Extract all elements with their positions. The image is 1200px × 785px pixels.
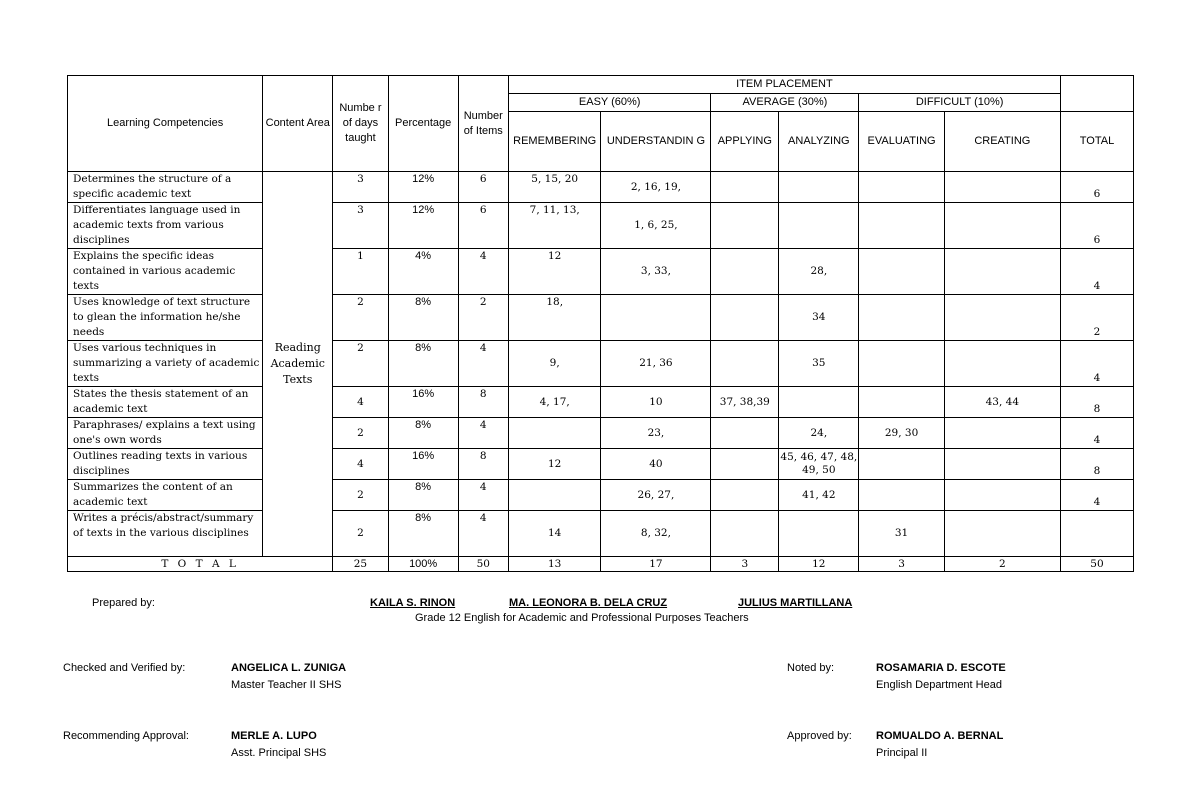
row-total-cell: 6 — [1060, 203, 1133, 249]
creating-cell — [944, 449, 1060, 480]
competency-cell: Paraphrases/ explains a text using one's own words — [68, 418, 263, 449]
creating-cell — [944, 341, 1060, 387]
remembering-cell: 5, 15, 20 — [508, 172, 601, 203]
table-row — [68, 418, 1134, 449]
applying-cell: 37, 38,39 — [711, 387, 779, 418]
applying-cell — [711, 295, 779, 341]
checked-name: ANGELICA L. ZUNIGA — [231, 662, 347, 674]
header-easy: EASY (60%) — [508, 94, 710, 112]
header-remembering: REMEMBERING — [508, 112, 601, 172]
remembering-cell: 12 — [508, 449, 601, 480]
days-cell: 2 — [333, 418, 389, 449]
table-row — [68, 203, 1134, 249]
creating-cell — [944, 172, 1060, 203]
header-learning-competencies: Learning Competencies — [68, 76, 263, 172]
analyzing-cell: 28, — [779, 249, 859, 295]
row-total-cell: 4 — [1060, 480, 1133, 511]
creating-cell — [944, 511, 1060, 557]
remembering-cell: 4, 17, — [508, 387, 601, 418]
days-cell: 3 — [333, 203, 389, 249]
creating-cell — [944, 203, 1060, 249]
percentage-cell: 8% — [388, 418, 458, 449]
totals-items: 50 — [458, 557, 508, 572]
header-evaluating: EVALUATING — [859, 112, 944, 172]
header-number-of-items: Number of Items — [458, 76, 508, 172]
percentage-cell: 8% — [388, 341, 458, 387]
understanding-cell: 1, 6, 25, — [601, 203, 711, 249]
totals-percentage: 100% — [388, 557, 458, 572]
percentage-cell: 12% — [388, 172, 458, 203]
evaluating-cell — [859, 480, 944, 511]
preparer-name-3: JULIUS MARTILLANA — [738, 597, 853, 609]
understanding-cell: 2, 16, 19, — [601, 172, 711, 203]
applying-cell — [711, 249, 779, 295]
competency-cell: Uses knowledge of text structure to glean the information he/she needs — [68, 295, 263, 341]
competency-cell: Explains the specific ideas contained in various academic texts — [68, 249, 263, 295]
approved-role: Principal II — [876, 747, 928, 759]
items-cell: 4 — [458, 341, 508, 387]
applying-cell — [711, 341, 779, 387]
analyzing-cell: 24, — [779, 418, 859, 449]
items-cell: 6 — [458, 172, 508, 203]
competency-cell: Summarizes the content of an academic text — [68, 480, 263, 511]
understanding-cell: 21, 36 — [601, 341, 711, 387]
analyzing-cell: 45, 46, 47, 48, 49, 50 — [779, 449, 859, 480]
competency-cell: States the thesis statement of an academic text — [68, 387, 263, 418]
analyzing-cell: 35 — [779, 341, 859, 387]
applying-cell — [711, 418, 779, 449]
totals-analyzing: 12 — [779, 557, 859, 572]
row-total-cell: 2 — [1060, 295, 1133, 341]
header-content-area: Content Area — [263, 76, 333, 172]
understanding-cell: 23, — [601, 418, 711, 449]
table-row — [68, 449, 1134, 480]
percentage-cell: 4% — [388, 249, 458, 295]
analyzing-cell — [779, 172, 859, 203]
remembering-cell: 12 — [508, 249, 601, 295]
days-cell: 3 — [333, 172, 389, 203]
header-average: AVERAGE (30%) — [711, 94, 859, 112]
preparer-name-2: MA. LEONORA B. DELA CRUZ — [509, 597, 668, 609]
table-row — [68, 387, 1134, 418]
totals-evaluating: 3 — [859, 557, 944, 572]
noted-by-label: Noted by: — [787, 662, 835, 674]
creating-cell — [944, 418, 1060, 449]
days-cell: 2 — [333, 295, 389, 341]
applying-cell — [711, 172, 779, 203]
evaluating-cell — [859, 449, 944, 480]
days-cell: 2 — [333, 511, 389, 557]
header-total: TOTAL — [1060, 112, 1133, 172]
days-cell: 2 — [333, 480, 389, 511]
evaluating-cell: 31 — [859, 511, 944, 557]
items-cell: 4 — [458, 418, 508, 449]
items-cell: 4 — [458, 249, 508, 295]
days-cell: 2 — [333, 341, 389, 387]
row-total-cell: 4 — [1060, 341, 1133, 387]
percentage-cell: 8% — [388, 511, 458, 557]
understanding-cell: 40 — [601, 449, 711, 480]
understanding-cell: 3, 33, — [601, 249, 711, 295]
approved-by-label: Approved by: — [787, 730, 852, 742]
competency-cell: Differentiates language used in academic texts from various disciplines — [68, 203, 263, 249]
remembering-cell: 7, 11, 13, — [508, 203, 601, 249]
competency-cell: Outlines reading texts in various disciplines — [68, 449, 263, 480]
noted-name: ROSAMARIA D. ESCOTE — [876, 662, 1006, 674]
table-row — [68, 511, 1134, 557]
items-cell: 8 — [458, 387, 508, 418]
remembering-cell: 9, — [508, 341, 601, 387]
items-cell: 4 — [458, 511, 508, 557]
evaluating-cell: 29, 30 — [859, 418, 944, 449]
applying-cell — [711, 449, 779, 480]
percentage-cell: 16% — [388, 449, 458, 480]
preparer-name-1: KAILA S. RINON — [370, 597, 456, 609]
header-understanding: UNDERSTANDIN G — [601, 112, 711, 172]
checked-verified-label: Checked and Verified by: — [63, 662, 186, 674]
header-item-placement: ITEM PLACEMENT — [508, 76, 1060, 94]
checked-role: Master Teacher II SHS — [231, 679, 342, 691]
table-row — [68, 480, 1134, 511]
analyzing-cell — [779, 203, 859, 249]
understanding-cell: 8, 32, — [601, 511, 711, 557]
header-difficult: DIFFICULT (10%) — [859, 94, 1061, 112]
days-cell: 4 — [333, 449, 389, 480]
competency-cell: Determines the structure of a specific academic text — [68, 172, 263, 203]
noted-role: English Department Head — [876, 679, 1002, 691]
content-area-text: Reading Academic Texts — [270, 341, 325, 386]
analyzing-cell — [779, 387, 859, 418]
row-total-cell: 4 — [1060, 418, 1133, 449]
totals-label: T O T A L — [68, 557, 333, 572]
totals-total: 50 — [1060, 557, 1133, 572]
analyzing-cell: 41, 42 — [779, 480, 859, 511]
evaluating-cell — [859, 249, 944, 295]
table-row — [68, 249, 1134, 295]
content-area-cell — [263, 172, 333, 557]
understanding-cell: 26, 27, — [601, 480, 711, 511]
header-percentage: Percentage — [388, 76, 458, 172]
evaluating-cell — [859, 203, 944, 249]
totals-row — [68, 557, 1134, 572]
percentage-cell: 8% — [388, 480, 458, 511]
header-analyzing: ANALYZING — [779, 112, 859, 172]
percentage-cell: 8% — [388, 295, 458, 341]
evaluating-cell — [859, 295, 944, 341]
creating-cell — [944, 249, 1060, 295]
header-creating: CREATING — [944, 112, 1060, 172]
items-cell: 2 — [458, 295, 508, 341]
understanding-cell — [601, 295, 711, 341]
creating-cell — [944, 480, 1060, 511]
evaluating-cell — [859, 172, 944, 203]
row-total-cell: 4 — [1060, 249, 1133, 295]
remembering-cell — [508, 480, 601, 511]
evaluating-cell — [859, 341, 944, 387]
applying-cell — [711, 480, 779, 511]
remembering-cell: 18, — [508, 295, 601, 341]
competency-cell: Uses various techniques in summarizing a variety of academic texts — [68, 341, 263, 387]
evaluating-cell — [859, 387, 944, 418]
items-cell: 6 — [458, 203, 508, 249]
days-cell: 1 — [333, 249, 389, 295]
totals-applying: 3 — [711, 557, 779, 572]
table-of-specifications — [67, 75, 1134, 572]
row-total-cell: 6 — [1060, 172, 1133, 203]
items-cell: 4 — [458, 480, 508, 511]
totals-creating: 2 — [944, 557, 1060, 572]
applying-cell — [711, 511, 779, 557]
header-applying: APPLYING — [711, 112, 779, 172]
remembering-cell: 14 — [508, 511, 601, 557]
creating-cell: 43, 44 — [944, 387, 1060, 418]
row-total-cell: 8 — [1060, 449, 1133, 480]
items-cell: 8 — [458, 449, 508, 480]
totals-understanding: 17 — [601, 557, 711, 572]
header-total-blank — [1060, 76, 1133, 112]
header-days-taught: Numbe r of days taught — [333, 76, 389, 172]
understanding-cell: 10 — [601, 387, 711, 418]
recommending-approval-label: Recommending Approval: — [63, 730, 189, 742]
row-total-cell — [1060, 511, 1133, 557]
table-row — [68, 172, 1134, 203]
percentage-cell: 12% — [388, 203, 458, 249]
remembering-cell — [508, 418, 601, 449]
creating-cell — [944, 295, 1060, 341]
recommending-role: Asst. Principal SHS — [231, 747, 327, 759]
days-cell: 4 — [333, 387, 389, 418]
applying-cell — [711, 203, 779, 249]
preparer-role: Grade 12 English for Academic and Professional Purposes Teachers — [415, 612, 749, 624]
row-total-cell: 8 — [1060, 387, 1133, 418]
recommending-name: MERLE A. LUPO — [231, 730, 317, 742]
table-row — [68, 295, 1134, 341]
table-row — [68, 341, 1134, 387]
competency-cell: Writes a précis/abstract/summary of texts in the various disciplines — [68, 511, 263, 557]
analyzing-cell: 34 — [779, 295, 859, 341]
approved-name: ROMUALDO A. BERNAL — [876, 730, 1004, 742]
totals-days: 25 — [333, 557, 389, 572]
prepared-by-label: Prepared by: — [92, 597, 155, 609]
totals-remembering: 13 — [508, 557, 601, 572]
analyzing-cell — [779, 511, 859, 557]
percentage-cell: 16% — [388, 387, 458, 418]
